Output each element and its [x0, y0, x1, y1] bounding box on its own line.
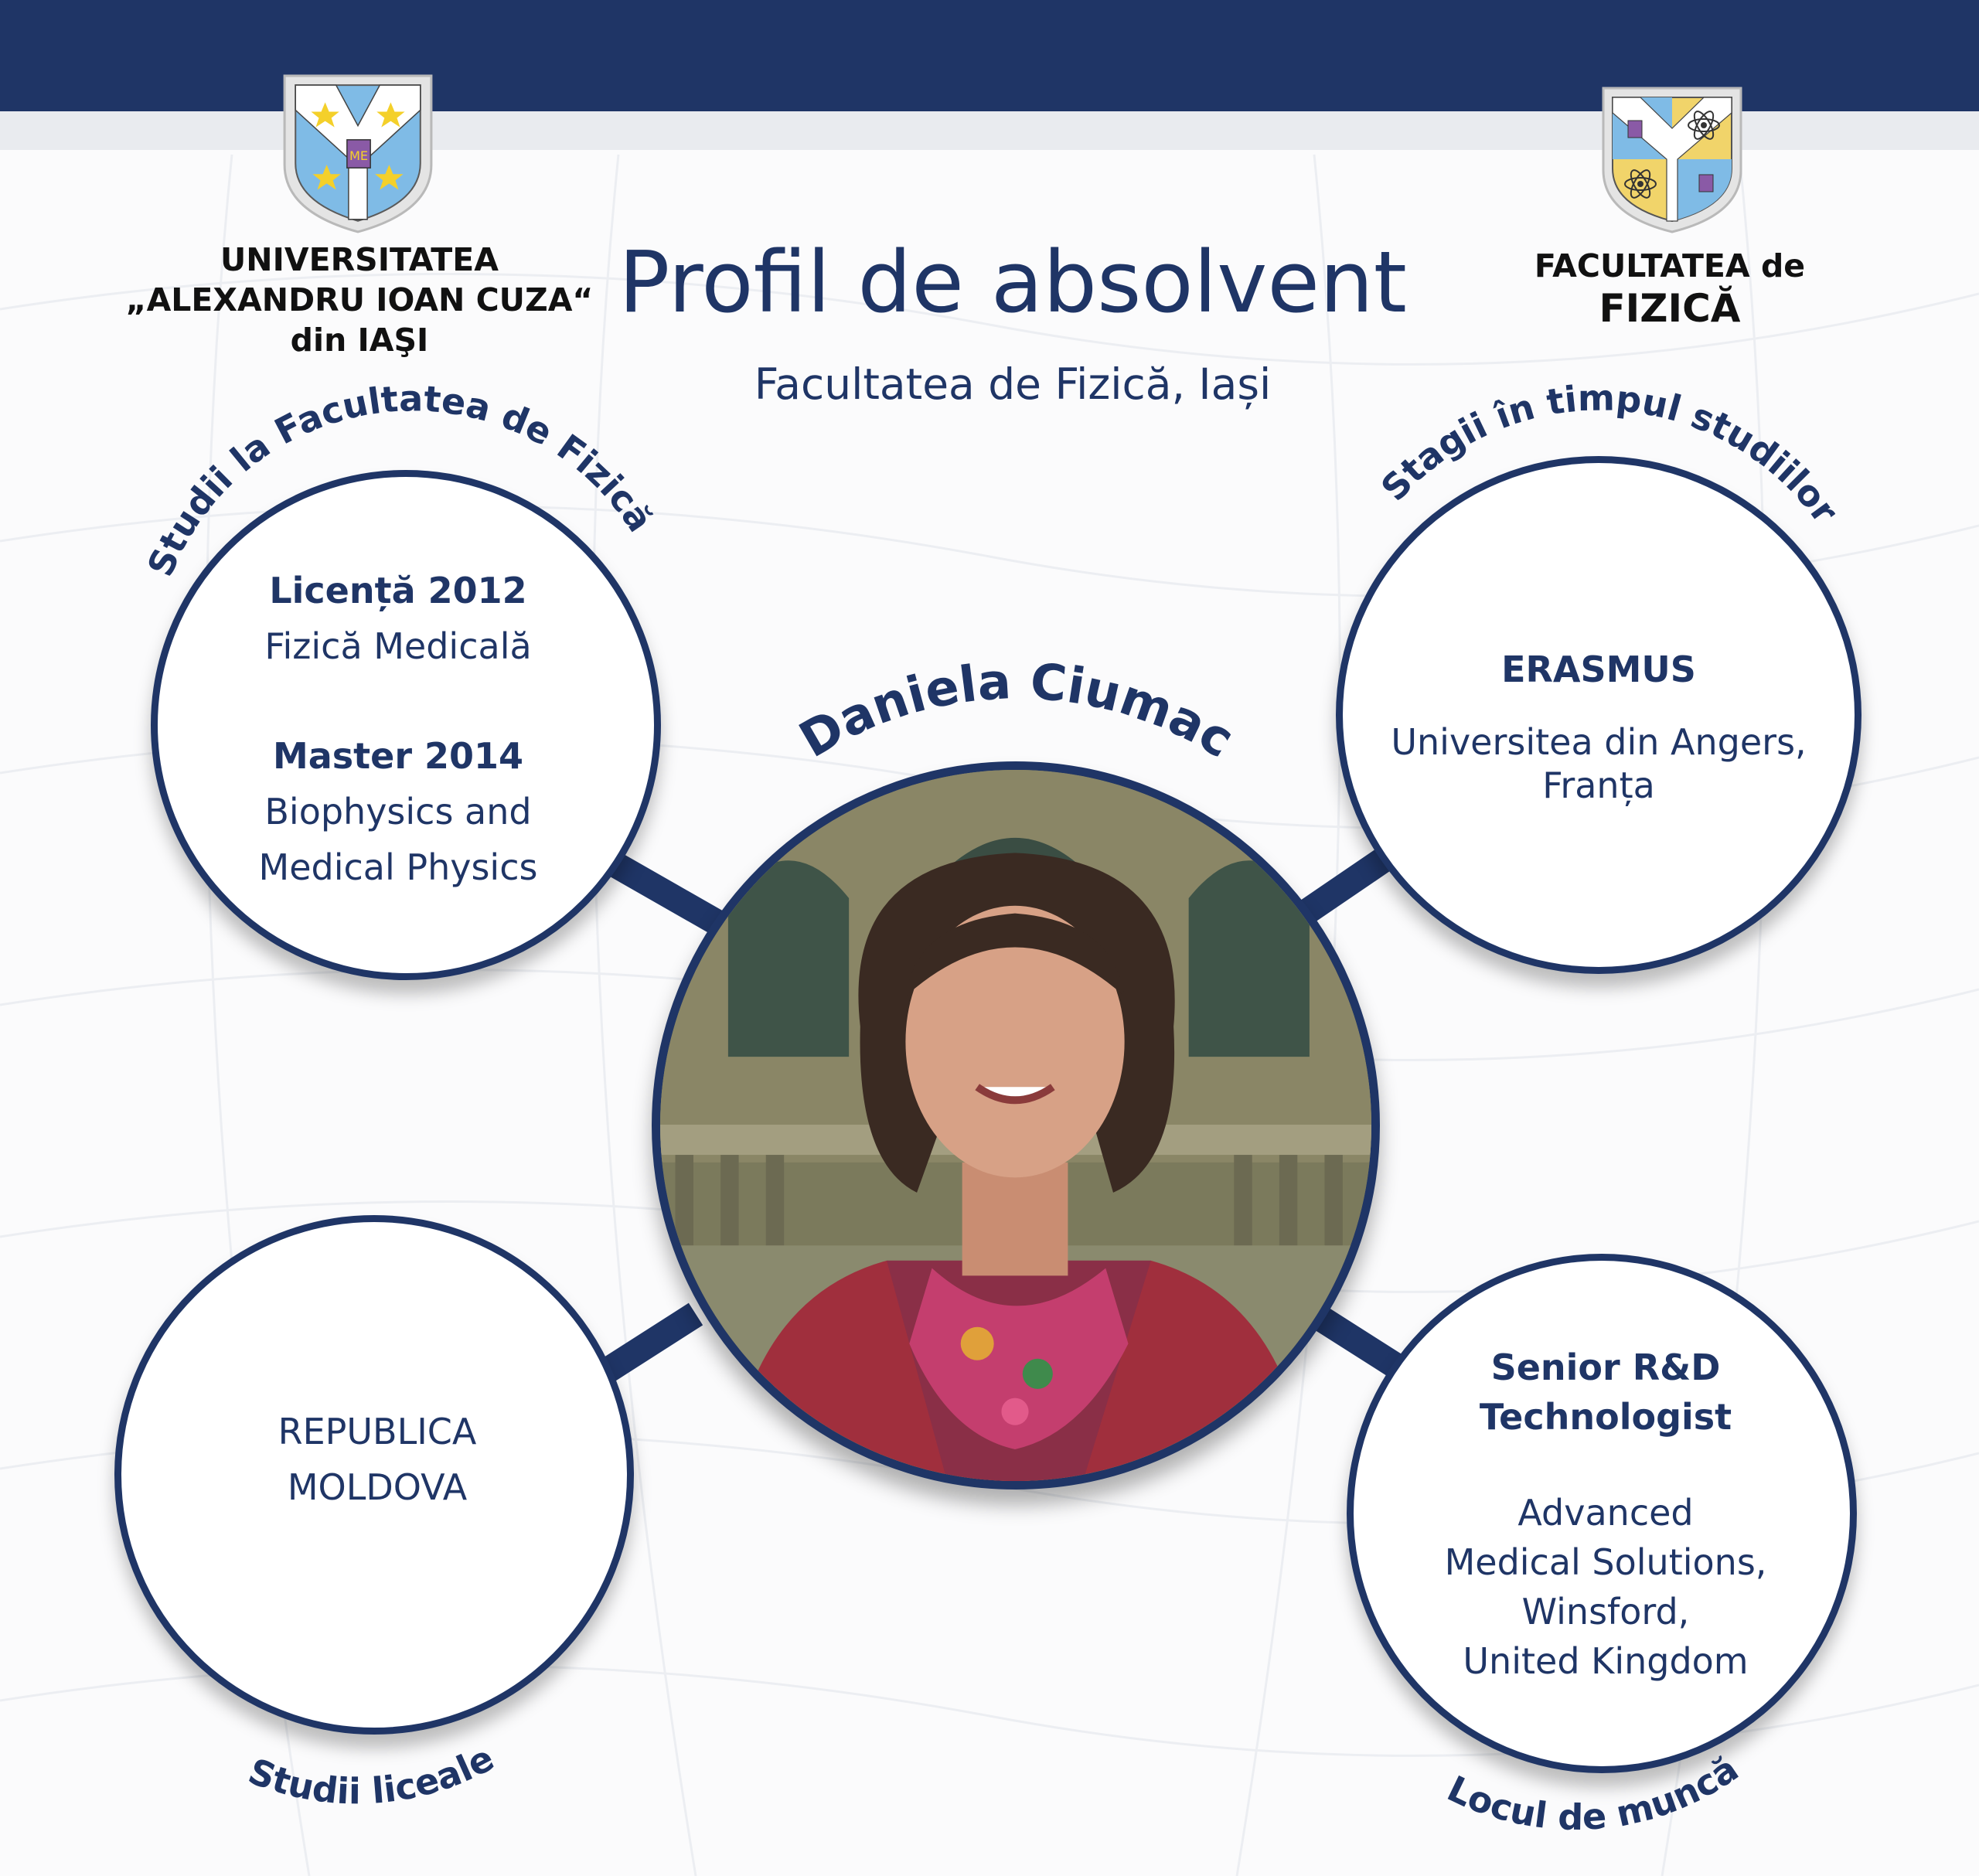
master-field-line2: Medical Physics	[258, 846, 538, 888]
connector-top-left	[611, 862, 719, 924]
connector-top-right	[1306, 854, 1391, 912]
licenta-field: Fizică Medicală	[264, 625, 532, 667]
internship-place-line1: Universitea din Angers,	[1391, 721, 1807, 763]
workplace-company-line3: Winsford,	[1521, 1591, 1690, 1633]
workplace-content	[1381, 1343, 1830, 1686]
page-title: Profil de absolvent	[618, 233, 1407, 332]
studies-caption-text: Studii la Facultatea de Fizică	[139, 377, 662, 583]
master-title: Master 2014	[272, 735, 524, 777]
university-name-line1: UNIVERSITATEA	[220, 241, 499, 278]
internships-content	[1367, 642, 1831, 807]
internship-place-line2: Franța	[1542, 764, 1655, 806]
page-subtitle: Facultatea de Fizică, Iași	[754, 359, 1272, 409]
highschool-content	[169, 1404, 586, 1515]
highschool-line2: MOLDOVA	[287, 1466, 468, 1508]
university-name-line3: din IAŞI	[290, 322, 429, 359]
workplace-company-line2: Medical Solutions,	[1444, 1541, 1767, 1583]
internship-program: ERASMUS	[1501, 649, 1696, 690]
highschool-line1: REPUBLICA	[278, 1411, 477, 1452]
university-name-line2: „ALEXANDRU IOAN CUZA“	[125, 281, 594, 318]
svg-text:ME: ME	[349, 148, 369, 164]
internships-caption-text: Stagii în timpul studiilor	[1372, 376, 1847, 531]
highschool-caption-text: Studii liceale	[243, 1736, 501, 1813]
workplace-role-line2: Technologist	[1479, 1396, 1732, 1438]
graduate-photo	[652, 761, 1380, 1490]
faculty-name-line1: FACULTATEA de	[1534, 247, 1806, 284]
workplace-company-line4: United Kingdom	[1463, 1640, 1749, 1682]
workplace-company-line1: Advanced	[1517, 1492, 1694, 1534]
master-field-line1: Biophysics and	[264, 791, 532, 832]
workplace-caption-text: Locul de muncă	[1441, 1747, 1746, 1839]
studies-content	[189, 563, 607, 895]
faculty-name-line2: FIZICĂ	[1599, 286, 1741, 331]
licenta-title: Licență 2012	[269, 570, 527, 611]
graduate-name-text: Daniela Ciumac	[790, 653, 1244, 770]
workplace-role-line1: Senior R&D	[1490, 1347, 1721, 1388]
connector-bottom-left	[599, 1314, 696, 1376]
